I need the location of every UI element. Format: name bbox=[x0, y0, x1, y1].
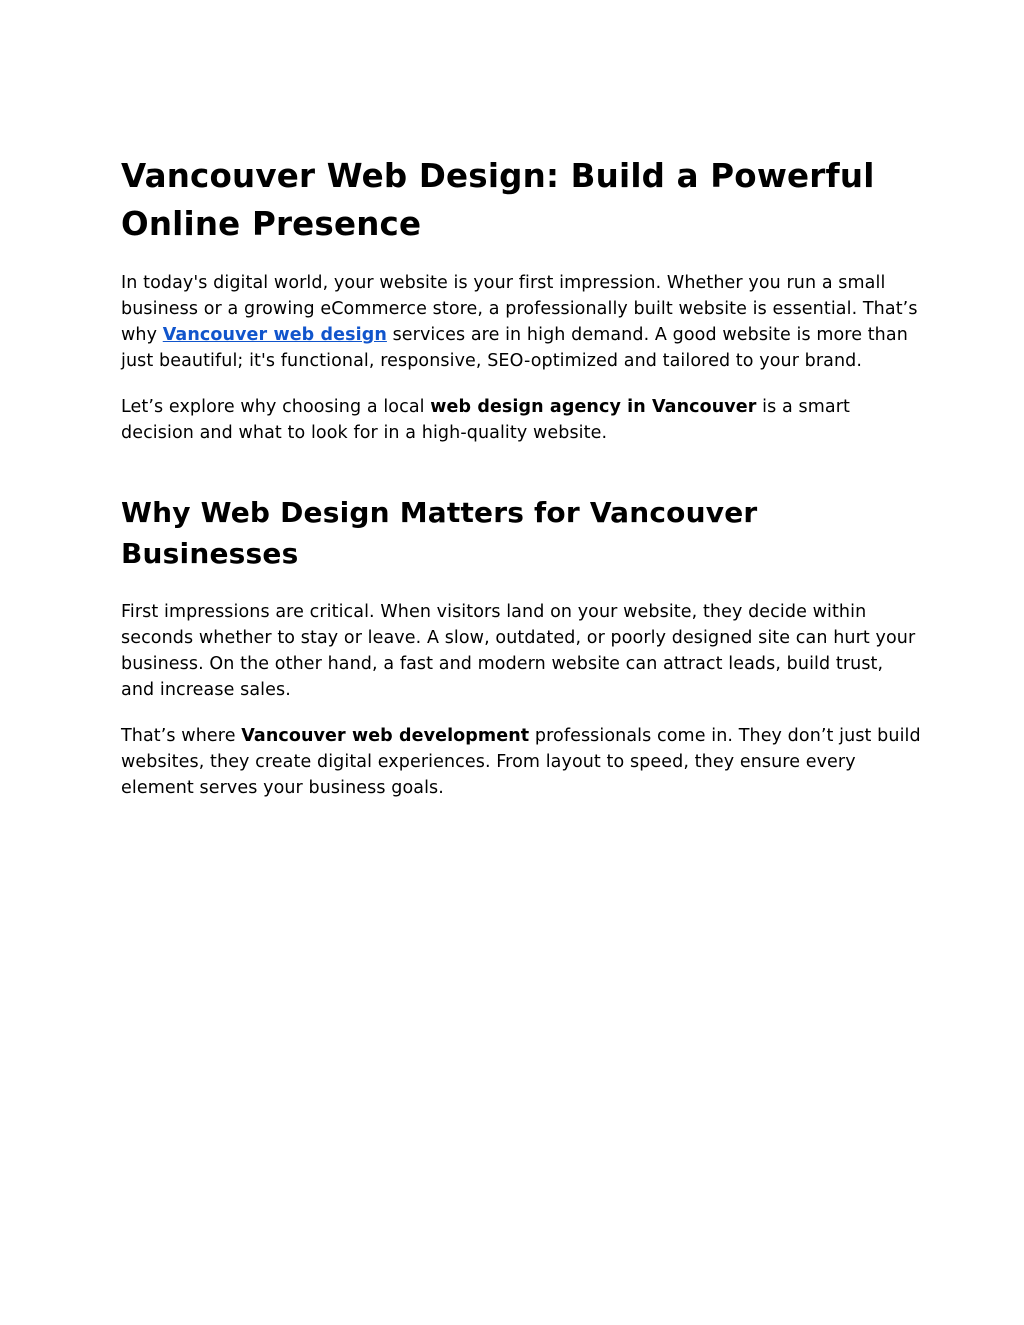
intro-text-end: services are in high demand. A good website is more than just beautiful; it's functional, responsive, SEO-optimized and tailored to your brand. bbox=[121, 325, 908, 371]
explore-text-start: Let’s explore why choosing a local bbox=[121, 397, 431, 417]
development-paragraph bbox=[121, 723, 921, 801]
vancouver-web-design-link[interactable]: Vancouver web design bbox=[162, 325, 387, 345]
section-heading: Why Web Design Matters for Vancouver Businesses bbox=[121, 496, 758, 570]
development-bold-text: Vancouver web development bbox=[241, 726, 530, 746]
development-text-start: That’s where bbox=[121, 726, 242, 746]
document-page bbox=[121, 152, 921, 801]
development-text-end: professionals come in. They don’t just build websites, they create digital experiences. From layout to speed, they ensure every element serves your business goals. bbox=[121, 726, 921, 798]
intro-paragraph bbox=[121, 270, 921, 374]
explore-paragraph bbox=[121, 394, 921, 446]
intro-text-start: In today's digital world, your website is your first impression. Whether you run a small business or a growing eCommerce store, a professionally built website is essential. That’s why bbox=[121, 273, 918, 345]
first-impressions-paragraph: First impressions are critical. When visitors land on your website, they decide within seconds whether to stay or leave. A slow, outdated, or poorly designed site can hurt your business. On the other hand, a fast and modern website can attract leads, build trust, and increase sales. bbox=[121, 602, 916, 700]
explore-text-end: is a smart decision and what to look for in a high-quality website. bbox=[121, 397, 850, 443]
agency-bold-text: web design agency in Vancouver bbox=[430, 397, 757, 417]
page-title: Vancouver Web Design: Build a Powerful Online Presence bbox=[121, 157, 875, 243]
